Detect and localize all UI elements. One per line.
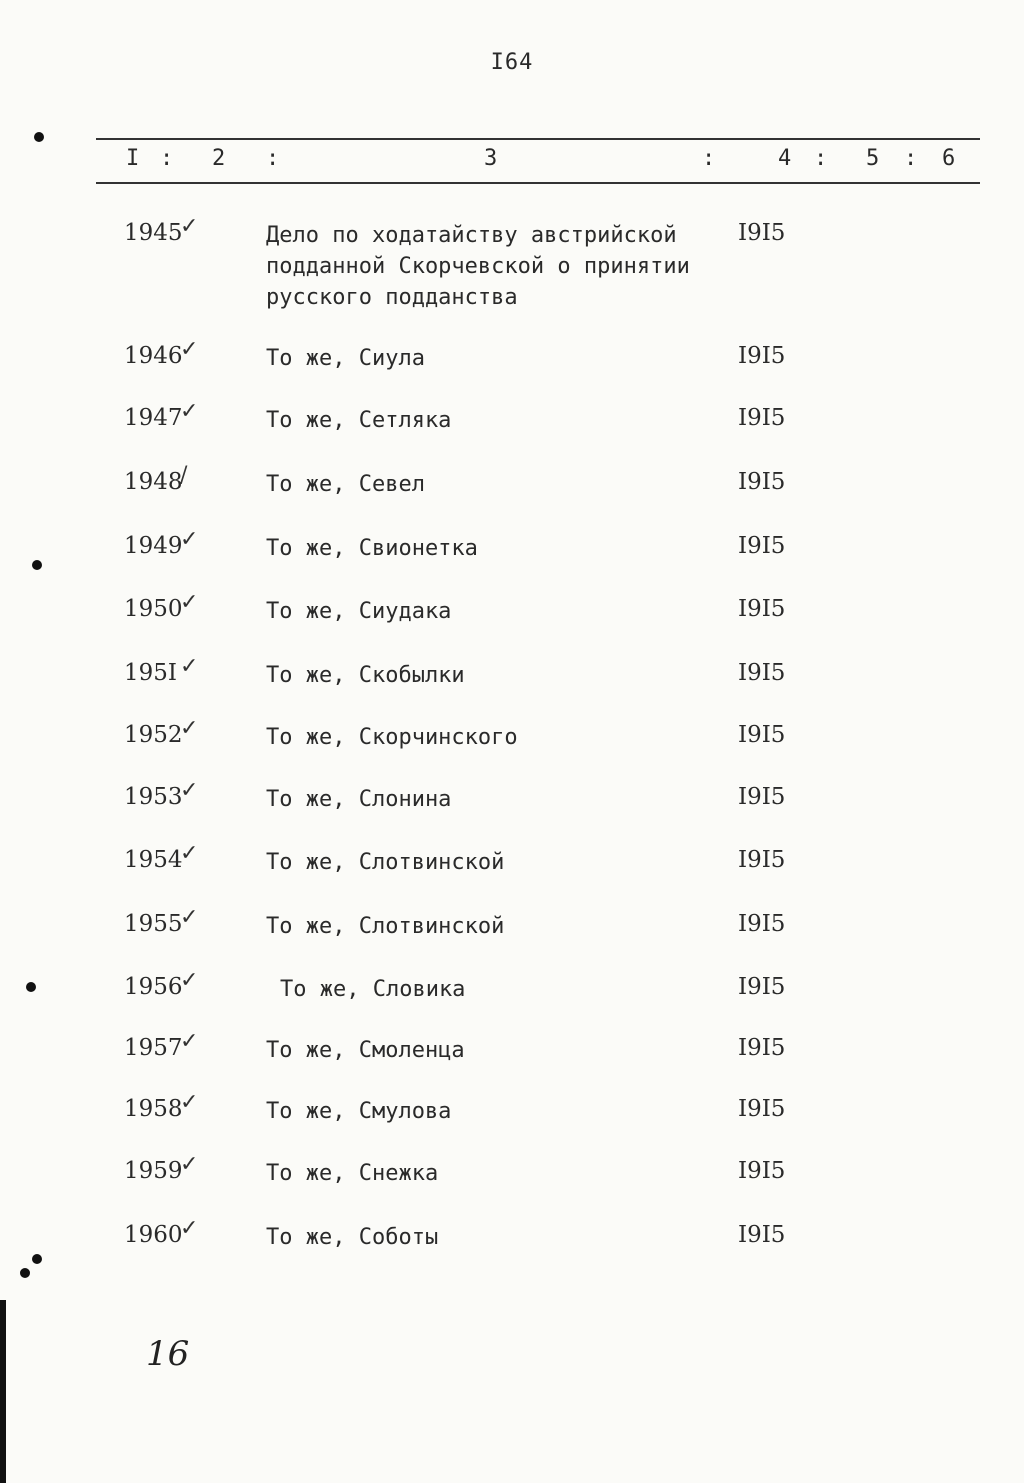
item-number: 195I: [124, 660, 177, 686]
item-number: 1945: [124, 220, 183, 246]
table-row: [0, 1152, 1024, 1218]
header-col-5: 5: [866, 146, 880, 171]
table-row: [0, 778, 1024, 844]
table-row: [0, 905, 1024, 971]
check-mark-icon: ✓: [180, 1216, 199, 1241]
item-title: То же, Свионетка: [266, 536, 478, 561]
item-year: I9I5: [738, 220, 786, 246]
page-number: I64: [490, 50, 534, 75]
item-title: То же, Словика: [280, 977, 466, 1002]
handwritten-signature: 16: [146, 1334, 190, 1374]
item-title: То же, Слотвинской: [266, 914, 505, 939]
item-title: То же, Сиула: [266, 346, 425, 371]
check-mark-icon: ✓: [180, 214, 199, 239]
table-row: [0, 654, 1024, 720]
punch-hole-icon: [20, 1268, 30, 1278]
item-number: 1960: [124, 1222, 183, 1248]
item-number: 1952: [124, 722, 183, 748]
check-mark-icon: ✓: [180, 1152, 199, 1177]
header-sep-3: :: [702, 146, 716, 171]
item-number: 1959: [124, 1158, 183, 1184]
table-row: [0, 527, 1024, 593]
header-sep-1: :: [160, 146, 174, 171]
table-row: [0, 841, 1024, 907]
table-row: [0, 716, 1024, 782]
item-year: I9I5: [738, 847, 786, 873]
item-year: I9I5: [738, 343, 786, 369]
item-year: I9I5: [738, 722, 786, 748]
item-year: I9I5: [738, 596, 786, 622]
check-mark-icon: ✓: [180, 841, 199, 866]
item-year: I9I5: [738, 1096, 786, 1122]
scan-edge-shadow: [0, 1300, 6, 1483]
table-header-rule: [96, 182, 980, 184]
header-sep-4: :: [814, 146, 828, 171]
item-number: 1957: [124, 1035, 183, 1061]
item-title: То же, Снежка: [266, 1161, 439, 1186]
header-sep-5: :: [904, 146, 918, 171]
item-title: То же, Слонина: [266, 787, 452, 812]
item-title: То же, Соботы: [266, 1225, 439, 1250]
item-number: 1946: [124, 343, 183, 369]
table-row: [0, 337, 1024, 403]
item-title: То же, Скорчинского: [266, 725, 518, 750]
punch-hole-icon: [26, 982, 36, 992]
table-top-rule: [96, 138, 980, 140]
table-row: [0, 399, 1024, 465]
item-title: То же, Сиудака: [266, 599, 452, 624]
check-mark-icon: ✓: [180, 399, 199, 424]
item-number: 1947: [124, 405, 183, 431]
check-mark-icon: ✓: [180, 716, 199, 741]
header-col-3: 3: [484, 146, 498, 171]
header-col-2: 2: [212, 146, 226, 171]
check-mark-icon: ✓: [180, 778, 199, 803]
item-title: То же, Севел: [266, 472, 425, 497]
table-row: [0, 590, 1024, 656]
header-col-1: I: [126, 146, 140, 171]
item-year: I9I5: [738, 784, 786, 810]
item-number: 1948: [124, 469, 183, 495]
item-number: 1956: [124, 974, 183, 1000]
item-year: I9I5: [738, 1035, 786, 1061]
check-mark-icon: ✓: [180, 337, 199, 362]
item-number: 1958: [124, 1096, 183, 1122]
table-row: [0, 214, 1024, 310]
item-year: I9I5: [738, 1158, 786, 1184]
item-year: I9I5: [738, 405, 786, 431]
item-year: I9I5: [738, 660, 786, 686]
check-mark-icon: ✓: [180, 590, 199, 615]
item-title: То же, Скобылки: [266, 663, 465, 688]
item-number: 1949: [124, 533, 183, 559]
item-number: 1953: [124, 784, 183, 810]
item-number: 1954: [124, 847, 183, 873]
item-title: То же, Смоленца: [266, 1038, 465, 1063]
check-mark-icon: ✓: [180, 527, 199, 552]
check-mark-icon: ✓: [180, 1029, 199, 1054]
check-mark-icon: ✓: [180, 654, 199, 679]
item-year: I9I5: [738, 974, 786, 1000]
item-number: 1950: [124, 596, 183, 622]
table-row: [0, 1029, 1024, 1095]
item-year: I9I5: [738, 533, 786, 559]
punch-hole-icon: [32, 560, 42, 570]
header-col-4: 4: [778, 146, 792, 171]
check-mark-icon: ✓: [180, 968, 199, 993]
check-mark-icon: ✓: [180, 1090, 199, 1115]
punch-hole-icon: [32, 1254, 42, 1264]
punch-hole-icon: [34, 132, 44, 142]
table-row: [0, 1216, 1024, 1282]
item-year: I9I5: [738, 469, 786, 495]
table-row: [0, 1090, 1024, 1156]
item-year: I9I5: [738, 911, 786, 937]
item-number: 1955: [124, 911, 183, 937]
item-title: То же, Сетляка: [266, 408, 452, 433]
item-year: I9I5: [738, 1222, 786, 1248]
header-col-6: 6: [942, 146, 956, 171]
table-row: [0, 968, 1024, 1034]
header-sep-2: :: [266, 146, 280, 171]
check-mark-icon: /: [180, 463, 188, 488]
item-title: То же, Слотвинской: [266, 850, 505, 875]
check-mark-icon: ✓: [180, 905, 199, 930]
item-title: То же, Смулова: [266, 1099, 452, 1124]
table-row: [0, 463, 1024, 529]
item-title: Дело по ходатайству австрийской подданной Скорчевской о принятии русского подданства: [266, 223, 690, 310]
